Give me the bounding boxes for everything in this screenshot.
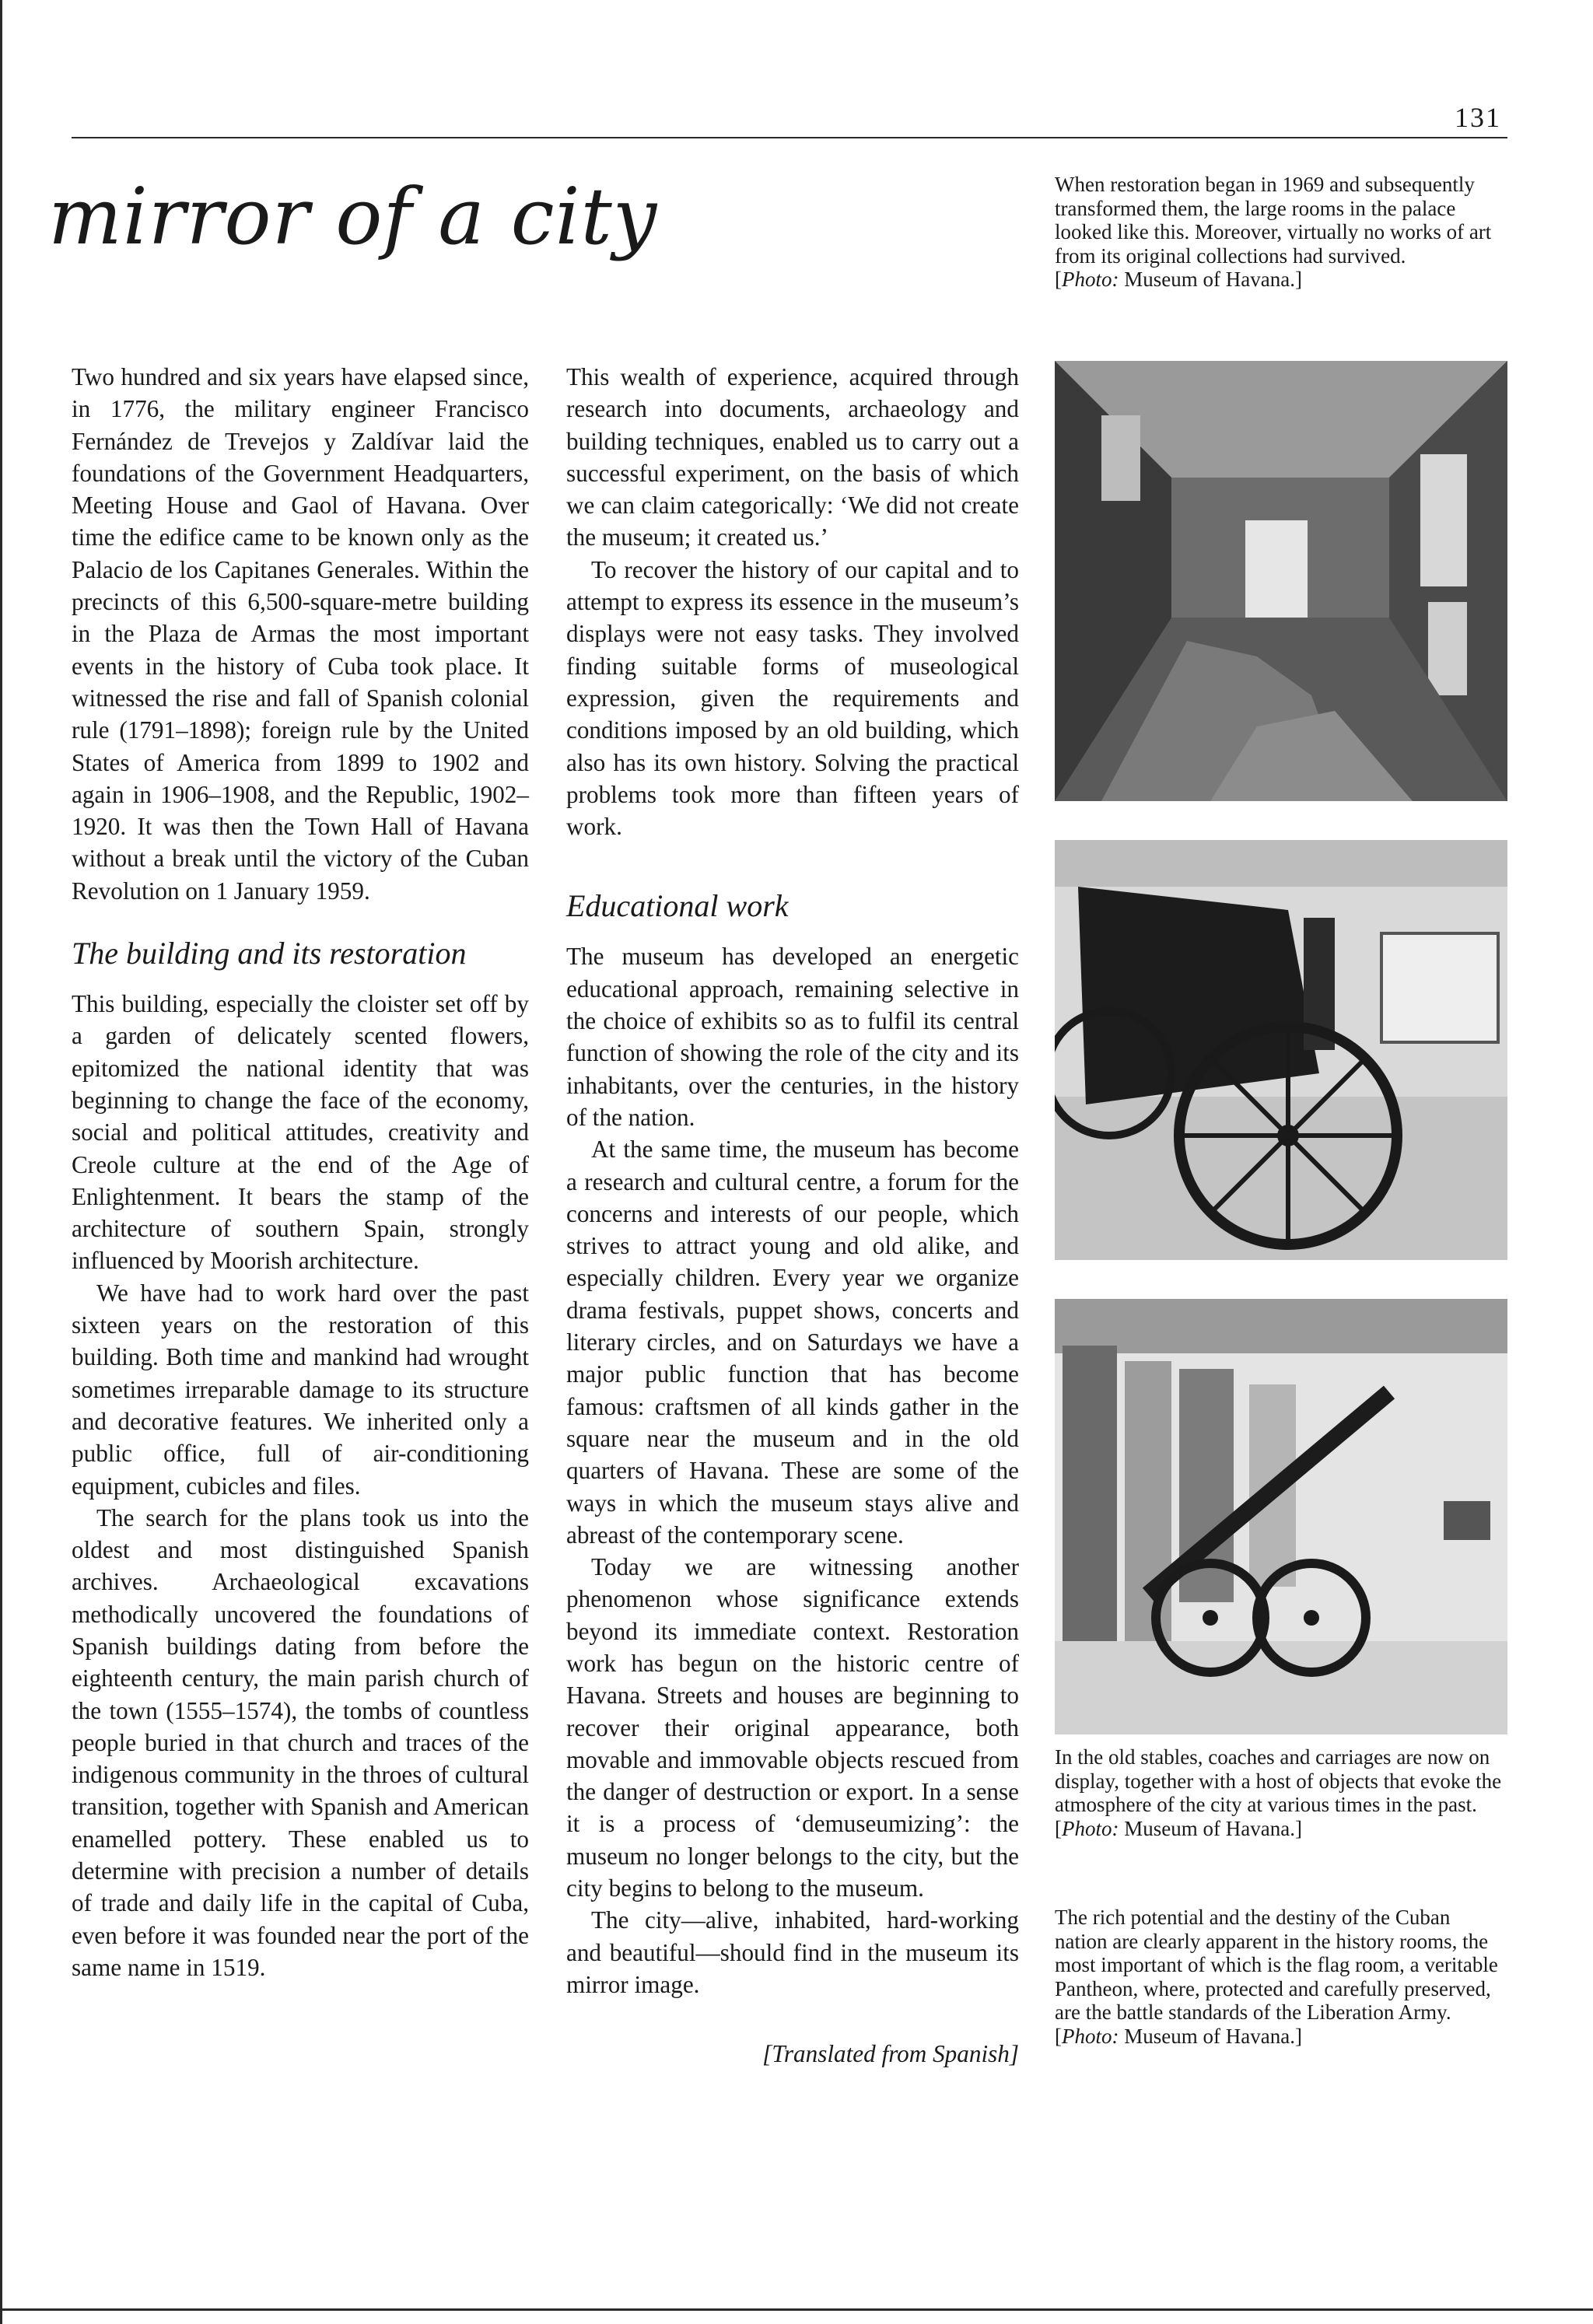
photo-carriage-stables [1055,840,1507,1260]
section-heading-educational: Educational work [566,888,789,924]
paragraph: To recover the history of our capital and to attempt to express its essence in the museum’s displays were not easy tasks. They involved finding suitable forms of museological expression, given the requirements and conditions imposed by an old building, which also has its own history. Solving the practical problems took more than fifteen years of work. [566,555,1019,841]
caption-restoration-credit: [Photo: Museum of Havana.] [1055,268,1302,291]
caption-flag-room-credit: [Photo: Museum of Havana.] [1055,2024,1302,2048]
caption-stables-text: In the old stables, coaches and carriages are now on display, together with a host of objects that evoke the atmosphere of the city at various times in the past. [1055,1745,1502,1816]
photo-credit-source: Museum of Havana. [1124,268,1295,291]
article-title: mirror of a city [48,171,658,262]
translation-note: [Translated from Spanish] [762,2040,1019,2068]
paragraph: We have had to work hard over the past sixteen years on the restoration of this building. Both time and mankind had wrought sometimes irreparable damage to its structure and decorative features. We inherited only a public office, full of air-conditioning equipment, cubicles and files. [72,1279,529,1500]
paragraph: Today we are witnessing another phenomenon whose significance extends beyond its immediate context. Restoration work has begun on the historic centre of Havana. Streets and houses are beginning to recover their original appearance, both movable and immovable objects rescued from the danger of destruction or export. In a sense it is a process of ‘demuseumizing’: the museum no longer belongs to the city, but the city begins to belong to the museum. [566,1553,1019,1902]
left-margin-rule [0,0,2,2324]
paragraph: The city—alive, inhabited, hard-working and beautiful—should find in the museum its mirror image. [566,1906,1019,1998]
photo-credit-label: Photo: [1062,1816,1119,1840]
caption-restoration-text: When restoration began in 1969 and subsequently transformed them, the large rooms in the palace looked like this. Moreover, virtually no works of art from its original collections had survived. [1055,173,1492,268]
caption-restoration [1055,173,1507,292]
paragraph: This building, especially the cloister set off by a garden of delicately scented flowers, epitomized the national identity that was beginning to change the face of the economy, social and political attitudes, creativity and Creole culture at the end of the Age of Enlightenment. It bears the stamp of the architecture of southern Spain, strongly influenced by Moorish architecture. [72,990,529,1275]
photo-credit-source: Museum of Havana. [1124,2024,1295,2048]
article-column-2 [566,361,1019,2070]
paragraph: This wealth of experience, acquired through research into documents, archaeology and building techniques, enabled us to carry out a successful experiment, on the basis of which we can claim categorically: ‘We did not create the museum; it created us.’ [566,363,1019,551]
photo-credit-label: Photo: [1062,2024,1119,2048]
paragraph: The museum has developed an energetic educational approach, remaining selective in the choice of exhibits so as to fulfil its central function of showing the role of the city and its inhabitants, over the centuries, in the history of the nation. [566,943,1019,1131]
caption-stables-credit: [Photo: Museum of Havana.] [1055,1816,1302,1840]
photo-flag-room [1055,1299,1507,1734]
article-column-1 [72,361,529,1983]
photo-ruined-room [1055,361,1507,801]
header-rule [72,137,1507,138]
caption-flag-room [1055,1906,1507,2048]
paragraph: The search for the plans took us into the oldest and most distinguished Spanish archives. Archaeological excavations methodically uncovered the foundations of Spanish buildings dating from before the eighteenth century, the main parish church of the town (1555–1574), the tombs of countless people buried in that church and traces of the indigenous community in the throes of cultural transition, together with Spanish and American enamelled pottery. These enabled us to determine with precision a number of details of trade and daily life in the capital of Cuba, even before it was founded near the port of the same name in 1519. [72,1503,529,1981]
page-number: 131 [1455,102,1501,133]
caption-flag-room-text: The rich potential and the destiny of the Cuban nation are clearly apparent in the history rooms, the most important of which is the flag room, a veritable Pantheon, where, protected and carefully preserved, are the battle standards of the Liberation Army. [1055,1906,1498,2024]
photo-credit-source: Museum of Havana. [1124,1816,1295,1840]
photo-credit-label: Photo: [1062,268,1119,291]
paragraph: At the same time, the museum has become a research and cultural centre, a forum for the concerns and interests of our people, which strives to attract young and old alike, and especially children. Every year we organize drama festivals, puppet shows, concerts and literary circles, and on Saturdays we have a major public function that has become famous: craftsmen of all kinds gather in the square near the museum and in the old quarters of Havana. These are some of the ways in which the museum stays alive and abreast of the contemporary scene. [566,1136,1019,1549]
section-heading-building: The building and its restoration [72,936,467,971]
caption-stables [1055,1745,1507,1840]
footer-rule [0,2308,1593,2311]
paragraph: Two hundred and six years have elapsed since, in 1776, the military engineer Francisco Fernández de Trevejos y Zaldívar laid the foundations of the Government Headquarters, Meeting House and Gaol of Havana. Over time the edifice came to be known only as the Palacio de los Capitanes Generales. Within the precincts of this 6,500-square-metre building in the Plaza de Armas the most important events in the history of Cuba took place. It witnessed the rise and fall of Spanish colonial rule (1791–1898); foreign rule by the United States of America from 1899 to 1902 and again in 1906–1908, and the Republic, 1902–1920. It was then the Town Hall of Havana without a break until the victory of the Cuban Revolution on 1 January 1959. [72,363,529,905]
